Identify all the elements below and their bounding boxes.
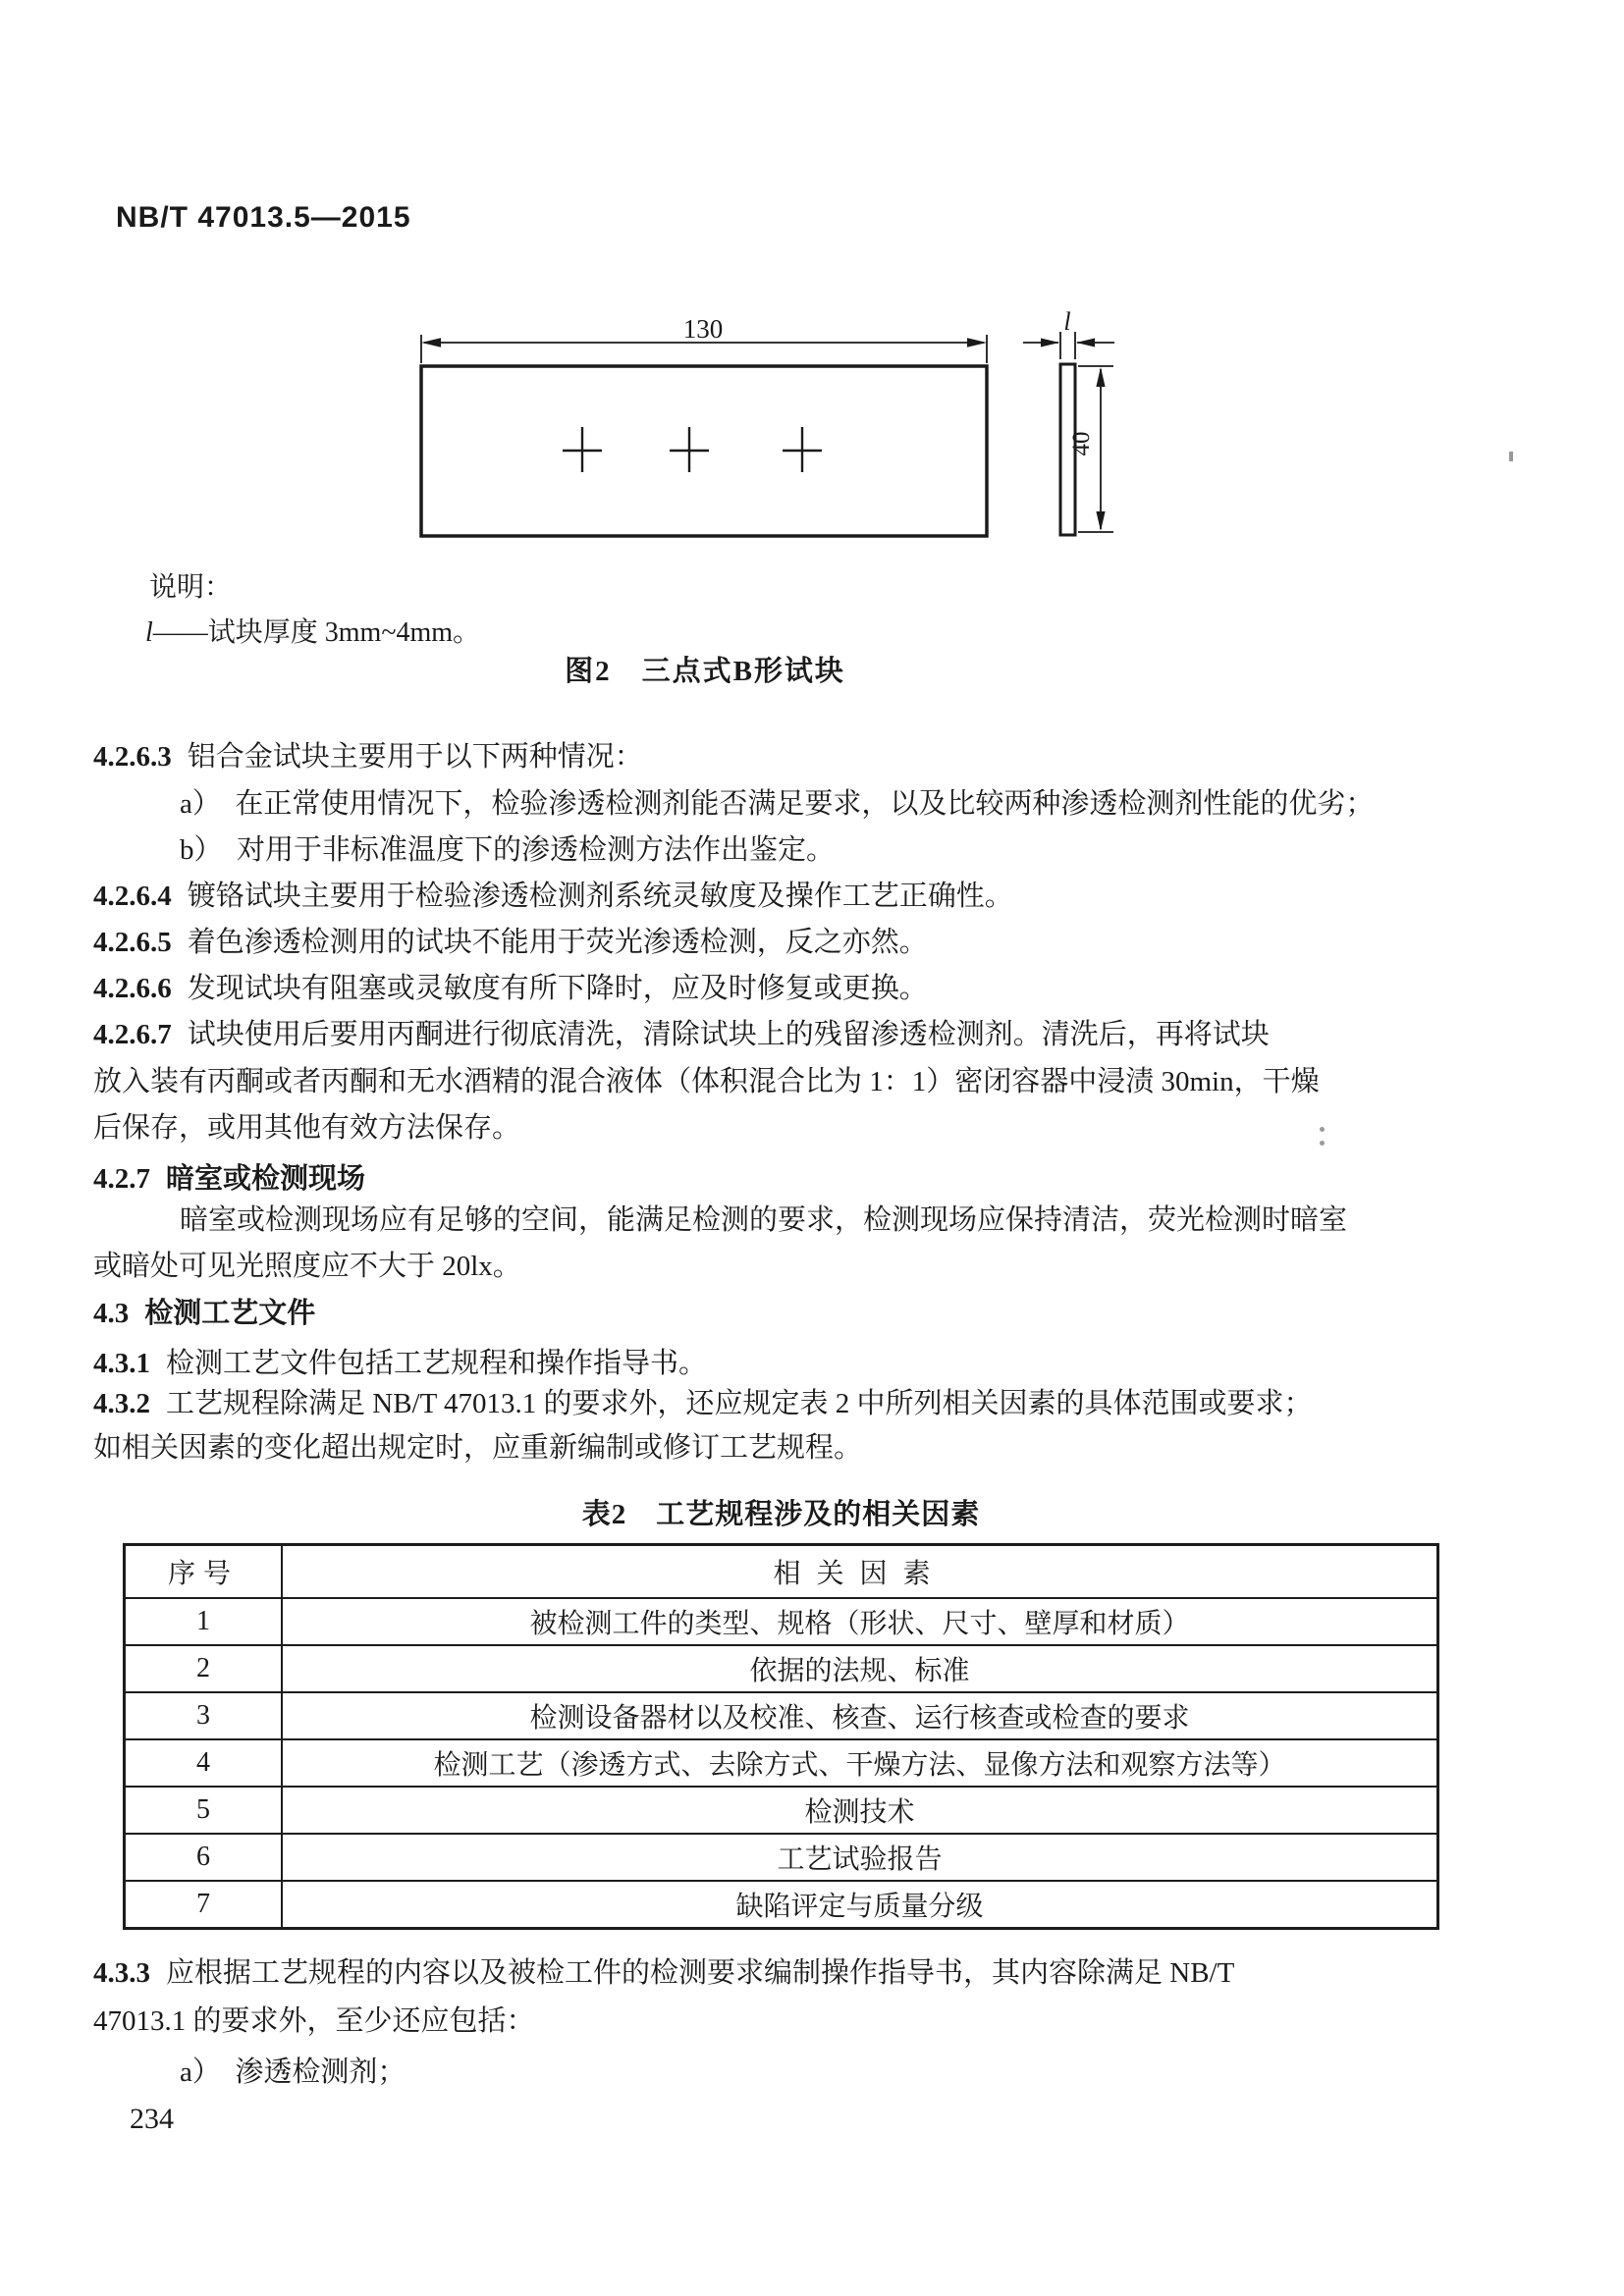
scan-artifact [1320,1127,1325,1132]
scan-artifact [1320,1141,1325,1146]
row-factor: 缺陷评定与质量分级 [282,1881,1438,1929]
table-row [125,1598,1438,1645]
row-factor: 依据的法规、标准 [282,1645,1438,1692]
clause-line: 4.2.6.5 着色渗透检测用的试块不能用于荧光渗透检测，反之亦然。 [93,927,928,958]
figure-caption: 图2 三点式B形试块 [565,656,845,687]
clause-line: 4.2.6.6 发现试块有阻塞或灵敏度有所下降时，应及时修复或更换。 [93,973,928,1004]
figure-notes-title: 说明： [149,572,233,603]
clause-line: 4.2.6.7 试块使用后要用丙酮进行彻底清洗，清除试块上的残留渗透检测剂。清洗后，再将试块 [93,1019,1270,1050]
row-factor: 检测技术 [282,1787,1438,1834]
width-dimension-label: 130 [682,314,724,344]
clause-heading: 4.3 检测工艺文件 [93,1298,316,1329]
thickness-dimension-label: l [1063,307,1071,336]
clause-line: 后保存，或用其他有效方法保存。 [93,1112,521,1144]
clause-line: b） 对用于非标准温度下的渗透检测方法作出鉴定。 [180,834,836,866]
figure-2-drawing [373,293,1178,577]
row-no: 2 [125,1645,283,1692]
table-row [125,1787,1438,1834]
row-factor: 工艺试验报告 [282,1834,1438,1881]
standard-number: NB/T 47013.5—2015 [116,201,411,234]
clause-line: 47013.1 的要求外，至少还应包括： [93,2005,535,2037]
table-row [125,1834,1438,1881]
table-header-row [125,1545,1438,1599]
row-no: 6 [125,1834,283,1881]
clause-line: 或暗处可见光照度应不大于 20lx。 [93,1251,521,1282]
row-factor: 检测工艺（渗透方式、去除方式、干燥方法、显像方法和观察方法等） [282,1739,1438,1787]
clause-line: 4.3.3 应根据工艺规程的内容以及被检工件的检测要求编制操作指导书，其内容除满足 NB/T [93,1957,1235,1989]
table-row [125,1881,1438,1929]
arrowhead-down [1096,511,1105,531]
arrowhead-left [421,338,441,347]
thickness-variable: l [145,617,153,648]
table-2 [123,1543,1439,1930]
clause-line: 4.2.6.4 镀铬试块主要用于检验渗透检测剂系统灵敏度及操作工艺正确性。 [93,881,1013,912]
table-row [125,1692,1438,1739]
table-row [125,1645,1438,1692]
row-no: 1 [125,1598,283,1645]
height-dimension-label: 40 [1068,431,1095,456]
row-factor: 被检测工件的类型、规格（形状、尺寸、壁厚和材质） [282,1598,1438,1645]
row-no: 3 [125,1692,283,1739]
column-header-no: 序号 [125,1545,283,1599]
clause-line: a） 在正常使用情况下，检验渗透检测剂能否满足要求，以及比较两种渗透检测剂性能的优劣； [180,788,1375,820]
clause-line: 4.2.6.3 铝合金试块主要用于以下两种情况： [93,741,643,773]
row-no: 7 [125,1881,283,1929]
figure-legend-item [145,611,480,650]
clause-line: 暗室或检测现场应有足够的空间，能满足检测的要求，检测现场应保持清洁，荧光检测时暗室 [180,1204,1348,1236]
table-row [125,1739,1438,1787]
arrowhead-right [967,338,987,347]
arrowhead-left [1076,339,1095,347]
thickness-definition: ——试块厚度 3mm~4mm。 [152,617,481,648]
row-no: 4 [125,1739,283,1787]
table-2-title: 表2 工艺规程涉及的相关因素 [581,1499,981,1530]
clause-line: 如相关因素的变化超出规定时，应重新编制或修订工艺规程。 [93,1432,863,1464]
arrowhead-up [1096,367,1105,387]
clause-line: 4.3.1 检测工艺文件包括工艺规程和操作指导书。 [93,1348,708,1379]
clause-line: 放入装有丙酮或者丙酮和无水酒精的混合液体（体积混合比为 1：1）密闭容器中浸渍 30min，干燥 [93,1066,1320,1097]
clause-line: 4.3.2 工艺规程除满足 NB/T 47013.1 的要求外，还应规定表 2 中所列相关因素的具体范围或要求； [93,1388,1313,1419]
clause-line: a） 渗透检测剂； [180,2056,406,2088]
reference-cross-marks [563,427,822,472]
row-no: 5 [125,1787,283,1834]
clause-heading: 4.2.7 暗室或检测现场 [93,1163,366,1195]
arrowhead-right [1041,339,1059,347]
column-header-factor: 相关因素 [282,1545,1438,1599]
row-factor: 检测设备器材以及校准、核查、运行核查或检查的要求 [282,1692,1438,1739]
page-number: 234 [130,2103,174,2135]
scan-artifact [1509,452,1513,461]
